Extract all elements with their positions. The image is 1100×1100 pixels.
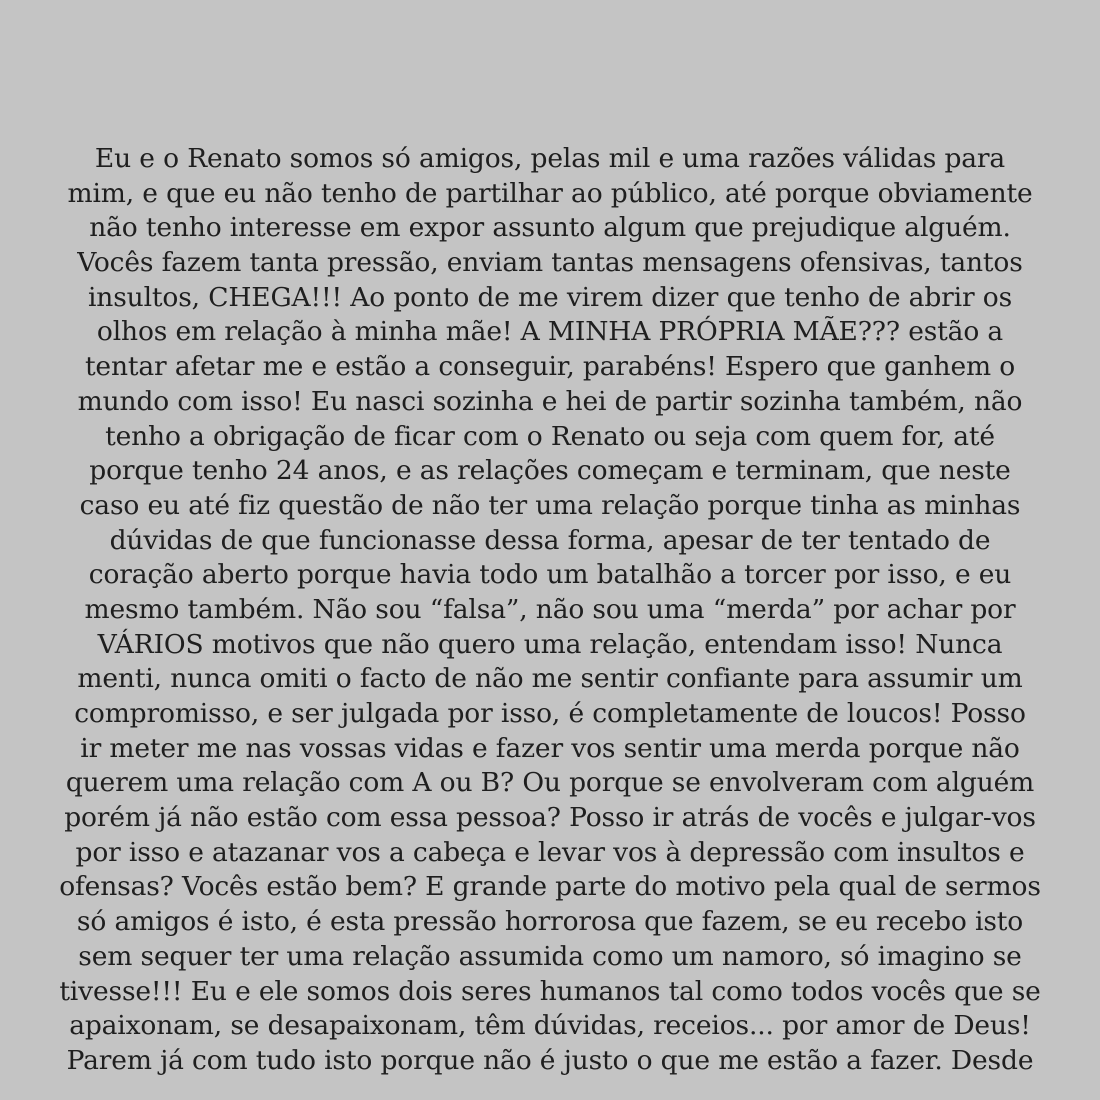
statement-text — [0, 142, 1100, 1079]
text-line: porque tenho 24 anos, e as relações começam e terminam, que neste — [89, 455, 1011, 487]
text-line: VÁRIOS motivos que não quero uma relação, entendam isso! Nunca — [97, 628, 1003, 660]
text-line: mim, e que eu não tenho de partilhar ao público, até porque obviamente — [67, 177, 1033, 209]
text-line: porém já não estão com essa pessoa? Posso ir atrás de vocês e julgar-vos — [64, 802, 1036, 834]
text-line: mesmo também. Não sou “falsa”, não sou uma “merda” por achar por — [84, 593, 1016, 625]
text-line: mundo com isso! Eu nasci sozinha e hei de partir sozinha também, não — [77, 385, 1023, 417]
text-line: Parem já com tudo isto porque não é justo o que me estão a fazer. Desde — [66, 1044, 1034, 1076]
text-line: Vocês fazem tanta pressão, enviam tantas mensagens ofensivas, tantos — [77, 247, 1023, 279]
text-line: apaixonam, se desapaixonam, têm dúvidas, receios... por amor de Deus! — [69, 1010, 1031, 1042]
text-line: tentar afetar me e estão a conseguir, parabéns! Espero que ganhem o — [84, 351, 1016, 383]
text-line: caso eu até fiz questão de não ter uma relação porque tinha as minhas — [79, 489, 1021, 521]
text-line: dúvidas de que funcionasse dessa forma, apesar de ter tentado de — [109, 524, 991, 556]
text-line: tivesse!!! Eu e ele somos dois seres humanos tal como todos vocês que se — [59, 975, 1041, 1007]
text-line: não tenho interesse em expor assunto algum que prejudique alguém. — [89, 212, 1011, 244]
text-line: querem uma relação com A ou B? Ou porque se envolveram com alguém — [65, 767, 1035, 799]
text-line: coração aberto porque havia todo um batalhão a torcer por isso, e eu — [88, 559, 1012, 591]
text-line: ofensas? Vocês estão bem? E grande parte do motivo pela qual de sermos — [59, 871, 1041, 903]
text-line: tenho a obrigação de ficar com o Renato ou seja com quem for, até — [105, 420, 995, 452]
text-line: insultos, CHEGA!!! Ao ponto de me virem dizer que tenho de abrir os — [87, 281, 1013, 313]
text-line: por isso e atazanar vos a cabeça e levar vos à depressão com insultos e — [75, 836, 1025, 868]
text-line: olhos em relação à minha mãe! A MINHA PRÓPRIA MÃE??? estão a — [96, 316, 1004, 348]
text-line: Eu e o Renato somos só amigos, pelas mil e uma razões válidas para — [94, 143, 1006, 174]
text-line: só amigos é isto, é esta pressão horrorosa que fazem, se eu recebo isto — [76, 906, 1024, 938]
text-line: compromisso, e ser julgada por isso, é completamente de loucos! Posso — [74, 698, 1026, 729]
text-line: sem sequer ter uma relação assumida como um namoro, só imagino se — [78, 940, 1022, 972]
text-line: ir meter me nas vossas vidas e fazer vos sentir uma merda porque não — [80, 732, 1020, 764]
text-line: menti, nunca omiti o facto de não me sentir confiante para assumir um — [77, 663, 1023, 695]
